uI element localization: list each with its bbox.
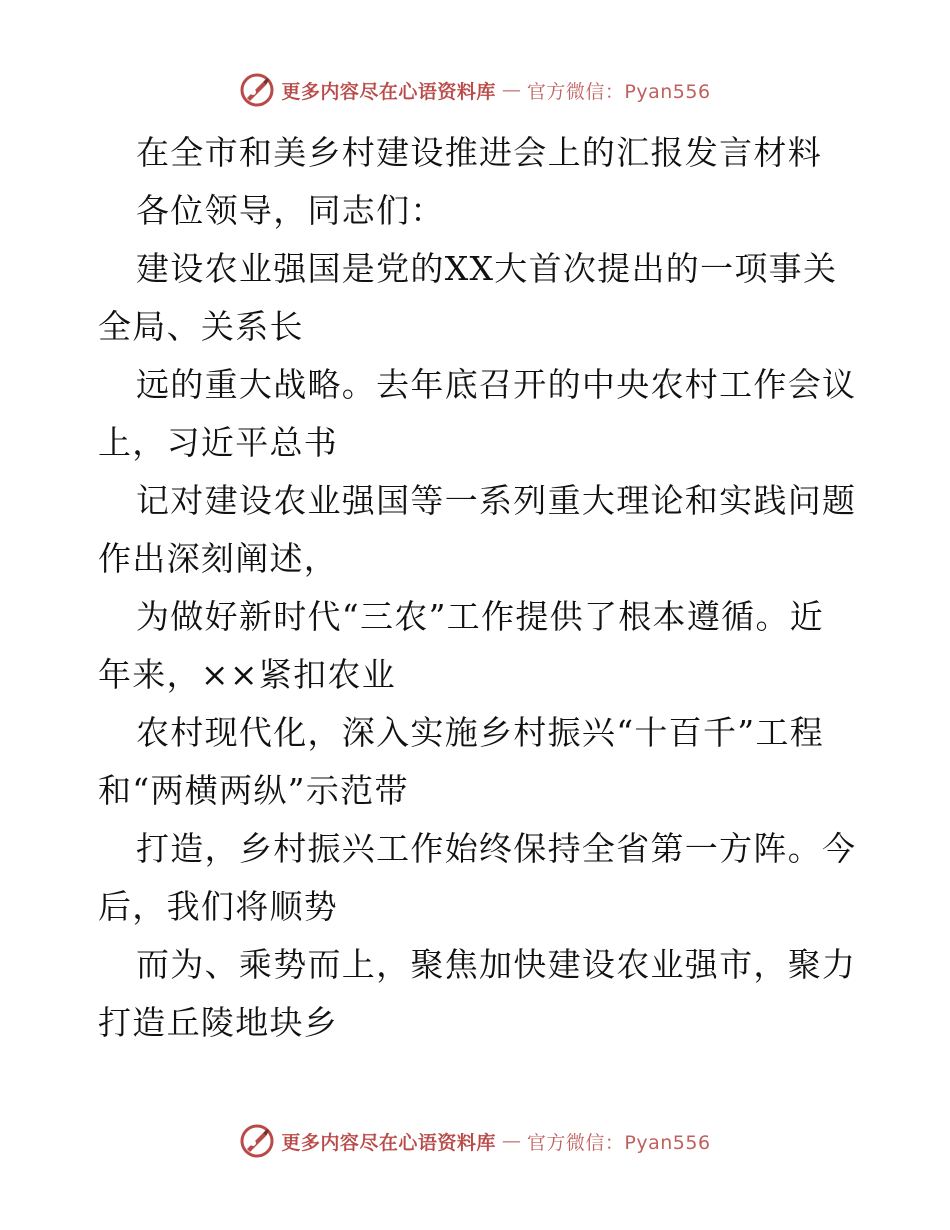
body-line: 为做好新时代“三农”工作提供了根本遵循。近	[136, 597, 825, 636]
body-line: 全局、关系长	[98, 307, 304, 346]
body-line: 打造丘陵地块乡	[98, 1003, 339, 1042]
watermark-separator: —	[501, 1130, 521, 1152]
body-line: 上，习近平总书	[98, 423, 339, 462]
body-line: 农村现代化，深入实施乡村振兴“十百千”工程	[136, 713, 825, 752]
header-watermark	[0, 72, 950, 108]
salutation: 各位领导，同志们：	[136, 191, 445, 230]
body-line: 远的重大战略。去年底召开的中央农村工作会议	[136, 365, 857, 404]
body-line: 而为、乘势而上，聚焦加快建设农业强市，聚力	[136, 945, 857, 984]
watermark-brand: 更多内容尽在心语资料库	[281, 1131, 496, 1154]
footer-watermark	[0, 1123, 950, 1159]
watermark-contact: 官方微信：Pyan556	[526, 1131, 711, 1154]
body-line: 和“两横两纵”示范带	[98, 771, 409, 810]
watermark-contact: 官方微信：Pyan556	[526, 80, 711, 103]
body-line: 年来，××紧扣农业	[98, 655, 397, 694]
body-line: 建设农业强国是党的XX大首次提出的一项事关	[136, 249, 838, 288]
body-line: 后，我们将顺势	[98, 887, 339, 926]
watermark-separator: —	[501, 79, 521, 101]
body-line: 作出深刻阐述，	[98, 539, 339, 578]
document-body	[98, 124, 858, 1052]
body-line: 记对建设农业强国等一系列重大理论和实践问题	[136, 481, 857, 520]
document-title: 在全市和美乡村建设推进会上的汇报发言材料	[136, 133, 822, 172]
body-line: 打造，乡村振兴工作始终保持全省第一方阵。今	[136, 829, 857, 868]
watermark-brand: 更多内容尽在心语资料库	[281, 80, 496, 103]
seal-pen-icon	[239, 72, 275, 108]
seal-pen-icon	[239, 1123, 275, 1159]
